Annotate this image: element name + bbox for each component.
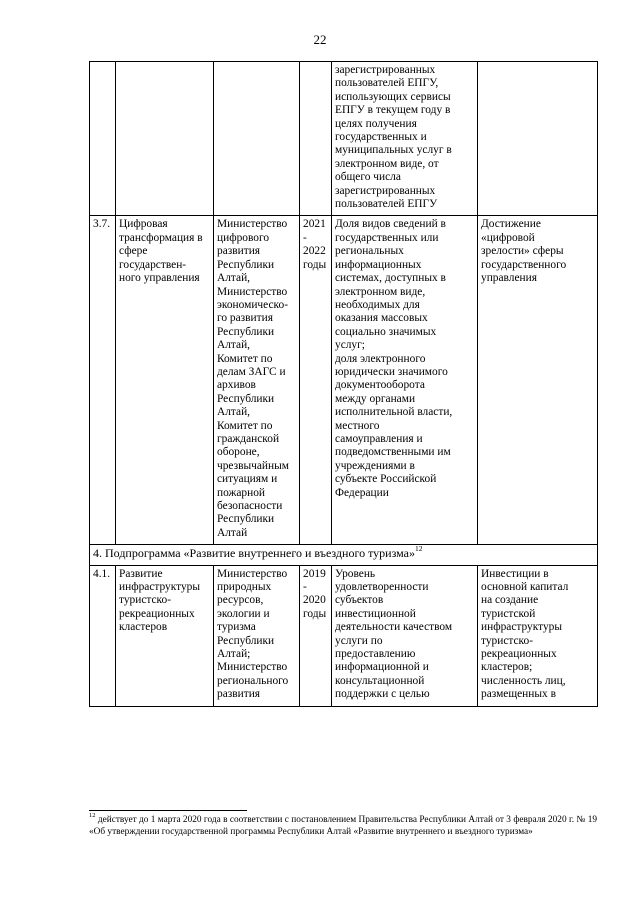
text-line: государствен- xyxy=(119,258,187,271)
text-line: информационных xyxy=(335,258,422,271)
text-line: развития xyxy=(217,245,261,258)
text-line: годы xyxy=(303,607,327,620)
text-line: инвестиционной xyxy=(335,607,416,620)
program-table xyxy=(89,61,598,707)
text-line: делам ЗАГС и xyxy=(217,365,286,378)
text-line: пожарной xyxy=(217,486,266,499)
text-line: «цифровой xyxy=(481,231,535,244)
text-line: сфере xyxy=(119,245,148,258)
cell-number: 3.7. xyxy=(90,216,116,545)
text-line: пользователей ЕПГУ, xyxy=(335,77,439,90)
cell-years xyxy=(300,62,332,216)
text-line: поддержки с целью xyxy=(335,688,430,701)
text-line: годы xyxy=(303,258,327,271)
text-line: Комитет по xyxy=(217,352,273,365)
text-line: ЕПГУ в текущем году в xyxy=(335,104,451,117)
text-line: субъектов xyxy=(335,594,384,607)
text-line: кластеров xyxy=(119,621,168,634)
table-row-4-1 xyxy=(90,565,598,706)
text-line: услуг; xyxy=(335,339,365,352)
text-line: Алтай, xyxy=(217,406,251,419)
text-line: государственного xyxy=(481,258,567,271)
text-line: подведомственными им xyxy=(335,446,451,459)
text-line: ситуациям и xyxy=(217,473,278,486)
text-line: регионального xyxy=(217,674,289,687)
text-line: рекреационных xyxy=(119,607,195,620)
text-line: Республики xyxy=(217,634,275,647)
text-line: Республики xyxy=(217,513,275,526)
text-line: Алтай, xyxy=(217,339,251,352)
subprogram-heading-row xyxy=(90,545,598,565)
text-line: 2022 xyxy=(303,245,326,258)
text-line: туристско- xyxy=(481,634,533,647)
text-line: трансформация в xyxy=(119,231,203,244)
text-line: ресурсов, xyxy=(217,594,264,607)
text-line: между органами xyxy=(335,392,416,405)
text-line: электронном виде, от xyxy=(335,157,439,170)
text-line: туристско- xyxy=(119,594,171,607)
text-line: социально значимых xyxy=(335,325,437,338)
text-line: Министерство xyxy=(217,661,288,674)
text-line: Комитет по xyxy=(217,419,273,432)
cell-indicator xyxy=(332,62,478,216)
text-line: зрелости» сферы xyxy=(481,245,564,258)
footnote-reference: 12 xyxy=(415,544,423,554)
text-line: кластеров; xyxy=(481,661,533,674)
text-line: рекреационных xyxy=(481,648,557,661)
table-row-continuation xyxy=(90,62,598,216)
text-line: инфраструктуры xyxy=(119,581,200,594)
text-line: Уровень xyxy=(335,567,376,580)
text-line: туристской xyxy=(481,607,536,620)
subprogram-heading xyxy=(90,545,598,565)
text-line: численность лиц, xyxy=(481,674,566,687)
text-line: ного управления xyxy=(119,272,200,285)
text-line: пользователей ЕПГУ xyxy=(335,198,438,211)
text-line: Республики xyxy=(217,392,275,405)
text-line: зарегистрированных xyxy=(335,184,436,197)
footnote-number: 12 xyxy=(89,811,96,819)
cell-years xyxy=(300,565,332,706)
cell-title xyxy=(116,62,214,216)
text-line: цифрового xyxy=(217,231,270,244)
text-line: гражданской xyxy=(217,432,280,445)
text-line: региональных xyxy=(335,245,404,258)
text-line: Развитие xyxy=(119,567,163,580)
text-line: Инвестиции в xyxy=(481,567,549,580)
text-line: чрезвычайным xyxy=(217,459,289,472)
text-line: туризма xyxy=(217,621,256,634)
text-line: 2020 xyxy=(303,594,326,607)
text-line: инфраструктуры xyxy=(481,621,562,634)
text-line: - xyxy=(303,231,307,244)
text-line: го развития xyxy=(217,312,273,325)
text-line: Республики xyxy=(217,325,275,338)
subprogram-heading-text: 4. Подпрограмма «Развитие внутреннего и въездного туризма» xyxy=(93,546,416,561)
text-line: документооборота xyxy=(335,379,425,392)
cell-result xyxy=(478,62,598,216)
text-line: управления xyxy=(481,272,537,285)
footnote xyxy=(89,811,597,838)
text-line: Министерство xyxy=(217,567,288,580)
table-row-3-7 xyxy=(90,216,598,545)
text-line: - xyxy=(303,581,307,594)
footnote-text: действует до 1 марта 2020 года в соответствии с постановлением Правительства Республики Алтай от 3 февраля 2020 г. № 19 «Об утверждении государственной программы Республики Алтай «Развитие внутреннего и въездного туризма» xyxy=(89,815,597,837)
text-line: целях получения xyxy=(335,117,417,130)
text-line: Республики xyxy=(217,258,275,271)
text-line: электронном виде, xyxy=(335,285,426,298)
text-line: развития xyxy=(217,688,261,701)
page-number: 22 xyxy=(313,32,327,47)
text-line: самоуправления и xyxy=(335,432,423,445)
text-line: государственных и xyxy=(335,131,427,144)
text-line: Алтай xyxy=(217,526,248,539)
text-line: системах, доступных в xyxy=(335,272,446,285)
text-line: Министерство xyxy=(217,285,288,298)
text-line: общего числа xyxy=(335,171,401,184)
cell-result xyxy=(478,565,598,706)
text-line: предоставлению xyxy=(335,648,416,661)
text-line: государственных или xyxy=(335,231,439,244)
text-line: зарегистрированных xyxy=(335,64,436,76)
text-line: Достижение xyxy=(481,218,541,231)
text-line: муниципальных услуг в xyxy=(335,144,452,157)
cell-result xyxy=(478,216,598,545)
text-line: на создание xyxy=(481,594,539,607)
text-line: информационной и xyxy=(335,661,429,674)
cell-number xyxy=(90,62,116,216)
text-line: Алтай; xyxy=(217,648,251,661)
cell-indicator xyxy=(332,216,478,545)
text-line: юридически значимого xyxy=(335,365,448,378)
text-line: доля электронного xyxy=(335,352,426,365)
text-line: Федерации xyxy=(335,486,389,499)
text-line: услуги по xyxy=(335,634,383,647)
cell-executor xyxy=(214,216,300,545)
text-line: субъекте Российской xyxy=(335,473,437,486)
cell-executor xyxy=(214,565,300,706)
text-line: 2021 xyxy=(303,218,326,231)
text-line: необходимых для xyxy=(335,298,420,311)
text-line: оказания массовых xyxy=(335,312,428,325)
cell-title xyxy=(116,216,214,545)
cell-title xyxy=(116,565,214,706)
text-line: Цифровая xyxy=(119,218,168,231)
text-line: Доля видов сведений в xyxy=(335,218,446,231)
text-line: Министерство xyxy=(217,218,288,231)
text-line: использующих сервисы xyxy=(335,90,451,103)
cell-indicator xyxy=(332,565,478,706)
text-line: 2019 xyxy=(303,567,326,580)
text-line: удовлетворенности xyxy=(335,581,429,594)
cell-number: 4.1. xyxy=(90,565,116,706)
text-line: учреждениями в xyxy=(335,459,415,472)
text-line: размещенных в xyxy=(481,688,556,701)
cell-executor xyxy=(214,62,300,216)
text-line: безопасности xyxy=(217,500,283,512)
text-line: природных xyxy=(217,581,272,594)
text-line: местного xyxy=(335,419,380,432)
text-line: экономическо- xyxy=(217,298,288,311)
text-line: основной капитал xyxy=(481,581,569,594)
cell-years xyxy=(300,216,332,545)
text-line: Алтай, xyxy=(217,272,251,285)
text-line: деятельности качеством xyxy=(335,621,453,634)
text-line: консультационной xyxy=(335,674,425,687)
text-line: обороне, xyxy=(217,446,260,459)
text-line: экологии и xyxy=(217,607,270,620)
footnote-separator xyxy=(89,810,247,811)
text-line: архивов xyxy=(217,379,256,392)
text-line: исполнительной власти, xyxy=(335,406,453,419)
